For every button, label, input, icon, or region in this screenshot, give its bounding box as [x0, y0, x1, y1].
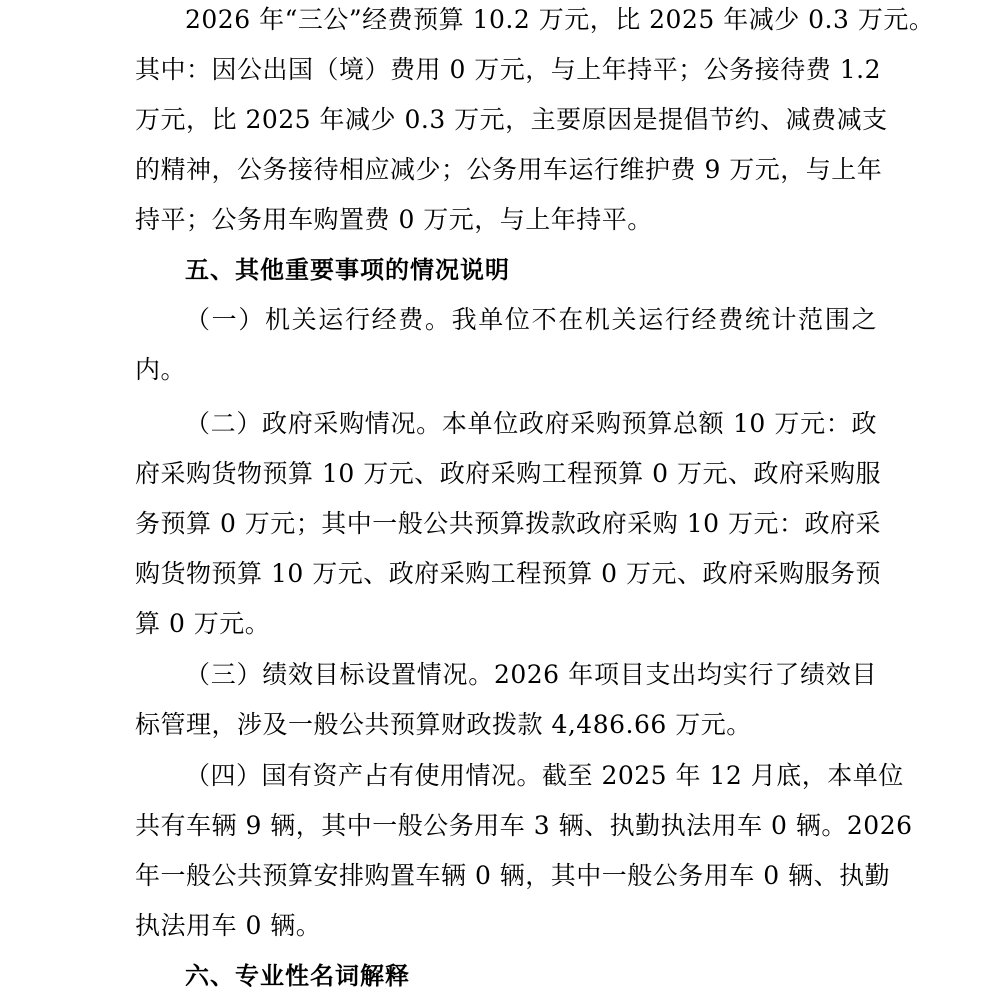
paragraph-performance-line-2: 标管理，涉及一般公共预算财政拨款 4,486.66 万元。: [135, 710, 752, 739]
paragraph-assets-line-2: 共有车辆 9 辆，其中一般公务用车 3 辆、执勤执法用车 0 辆。2026: [135, 811, 913, 840]
paragraph-sangong-line-4: 的精神，公务接待相应减少；公务用车运行维护费 9 万元，与上年: [135, 155, 883, 184]
paragraph-procurement-line-1: （二）政府采购情况。本单位政府采购预算总额 10 万元：政: [185, 409, 877, 438]
paragraph-procurement-line-5: 算 0 万元。: [135, 609, 271, 638]
section-heading-terminology: 六、专业性名词解释: [185, 962, 410, 990]
paragraph-procurement-line-3: 务预算 0 万元；其中一般公共预算拨款政府采购 10 万元：政府采: [135, 509, 882, 538]
paragraph-operating-expenses-line-2: 内。: [135, 355, 187, 384]
paragraph-operating-expenses-line-1: （一）机关运行经费。我单位不在机关运行经费统计范围之: [185, 305, 877, 334]
paragraph-assets-line-3: 年一般公共预算安排购置车辆 0 辆，其中一般公务用车 0 辆、执勤: [135, 861, 891, 890]
section-heading-other-matters: 五、其他重要事项的情况说明: [185, 256, 510, 284]
paragraph-assets-line-4: 执法用车 0 辆。: [135, 911, 322, 940]
paragraph-sangong-line-5: 持平；公务用车购置费 0 万元，与上年持平。: [135, 205, 653, 234]
paragraph-performance-line-1: （三）绩效目标设置情况。2026 年项目支出均实行了绩效目: [185, 660, 877, 689]
paragraph-sangong-line-3: 万元，比 2025 年减少 0.3 万元，主要原因是提倡节约、减费减支: [135, 105, 888, 134]
paragraph-procurement-line-4: 购货物预算 10 万元、政府采购工程预算 0 万元、政府采购服务预: [135, 559, 882, 588]
paragraph-assets-line-1: （四）国有资产占有使用情况。截至 2025 年 12 月底，本单位: [185, 761, 904, 790]
paragraph-procurement-line-2: 府采购货物预算 10 万元、政府采购工程预算 0 万元、政府采购服: [135, 459, 882, 488]
paragraph-sangong-line-1: 2026 年“三公”经费预算 10.2 万元，比 2025 年减少 0.3 万元。: [185, 5, 935, 34]
paragraph-sangong-line-2: 其中：因公出国（境）费用 0 万元，与上年持平；公务接待费 1.2: [135, 55, 882, 84]
